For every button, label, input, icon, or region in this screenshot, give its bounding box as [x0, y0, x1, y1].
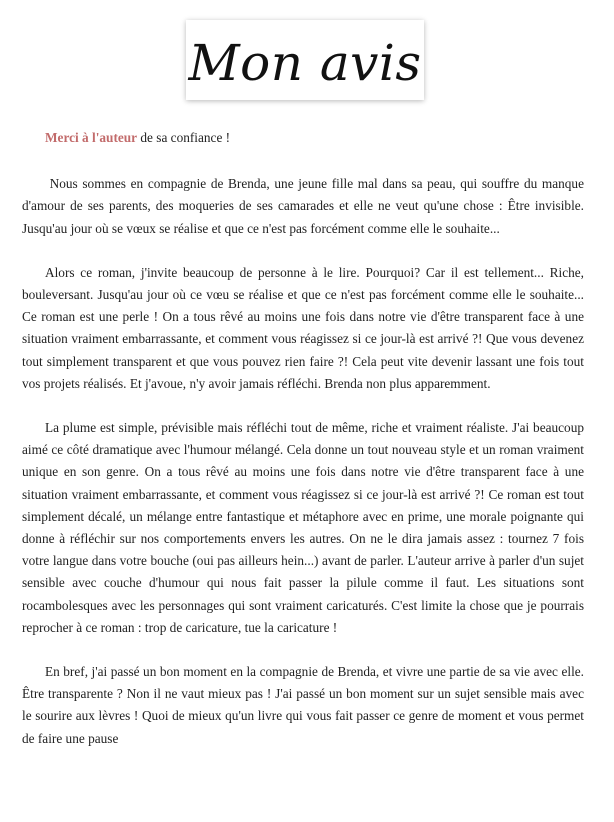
page-title: Mon avis — [188, 34, 422, 92]
title-card — [186, 20, 424, 100]
thanks-rest: de sa confiance ! — [137, 130, 231, 145]
review-paragraph-2 — [22, 262, 584, 395]
paragraph-3-text: La plume est simple, prévisible mais réfléchi tout de même, riche et vraiment réaliste. J'ai beaucoup aimé ce côté dramatique avec l'humour mélangé. Cela donne un tout nouveau style et un roman vraiment unique en son genre. On a tous rêvé au moins une fois dans notre vie d'être transparent face à une situation vraiment embarrassante, et comment vous réagissez si ce jour-là est arrivé ?! Ce roman est tout simplement décalé, un mélange entre fantastique et métaphore avec en prime, une morale poignante qui donne à réfléchir sur nos comportements envers les autres. On ne le dira jamais assez : tournez 7 fois votre langue dans votre bouche (oui pas ailleurs hein...) avant de parler. L'auteur arrive à parler d'un sujet sensible avec couche d'humour qui nous fait passer la pilule comme il faut. Les situations sont rocambolesques avec les personnages qui sont vraiment caricaturés. C'est limite la chose que je pourrais reprocher à ce roman : trop de caricature, tue la caricature ! — [22, 420, 584, 635]
review-paragraph-3 — [22, 417, 584, 639]
paragraph-2-text: Alors ce roman, j'invite beaucoup de personne à le lire. Pourquoi? Car il est tellement... Riche, bouleversant. Jusqu'au jour où ce vœu se réalise et que ce n'est pas forcément comme elle le souhaite... Ce roman est une perle ! On a tous rêvé au moins une fois dans notre vie d'être transparent face à une situation vraiment embarrassante, et comment vous réagissez si ce jour-là est arrivé ?! Que vous devenez tout simplement transparent et que vous pouvez rien faire ?! Cela peut vite devenir lassant une fois tout vos projets réalisés. Et j'avoue, n'y avoir jamais réfléchi. Brenda non plus apparemment. — [22, 264, 584, 391]
thanks-line — [22, 127, 584, 149]
paragraph-4-text: En bref, j'ai passé un bon moment en la compagnie de Brenda, et vivre une partie de sa vie avec elle. Être transparente ? Non il ne vaut mieux pas ! J'ai passé un bon moment sur un sujet sensible mais avec le sourire aux lèvres ! Quoi de mieux qu'un livre qui vous fait passer ce genre de moment et vous permet de faire une pause — [22, 664, 584, 746]
title-svg — [186, 20, 424, 100]
review-paragraph-4 — [22, 661, 584, 750]
paragraph-1-text: Nous sommes en compagnie de Brenda, une jeune fille mal dans sa peau, qui souffre du manque d'amour de ses parents, des moqueries de ses camarades et elle ne veut qu'une chose : Être invisible. Jusqu'au jour où se vœux se réalise et que ce n'est pas forcément comme elle le souhaite... — [22, 176, 584, 236]
review-paragraph-1 — [22, 173, 584, 240]
review-body — [22, 125, 584, 750]
thanks-accent: Merci à l'auteur — [45, 130, 138, 145]
